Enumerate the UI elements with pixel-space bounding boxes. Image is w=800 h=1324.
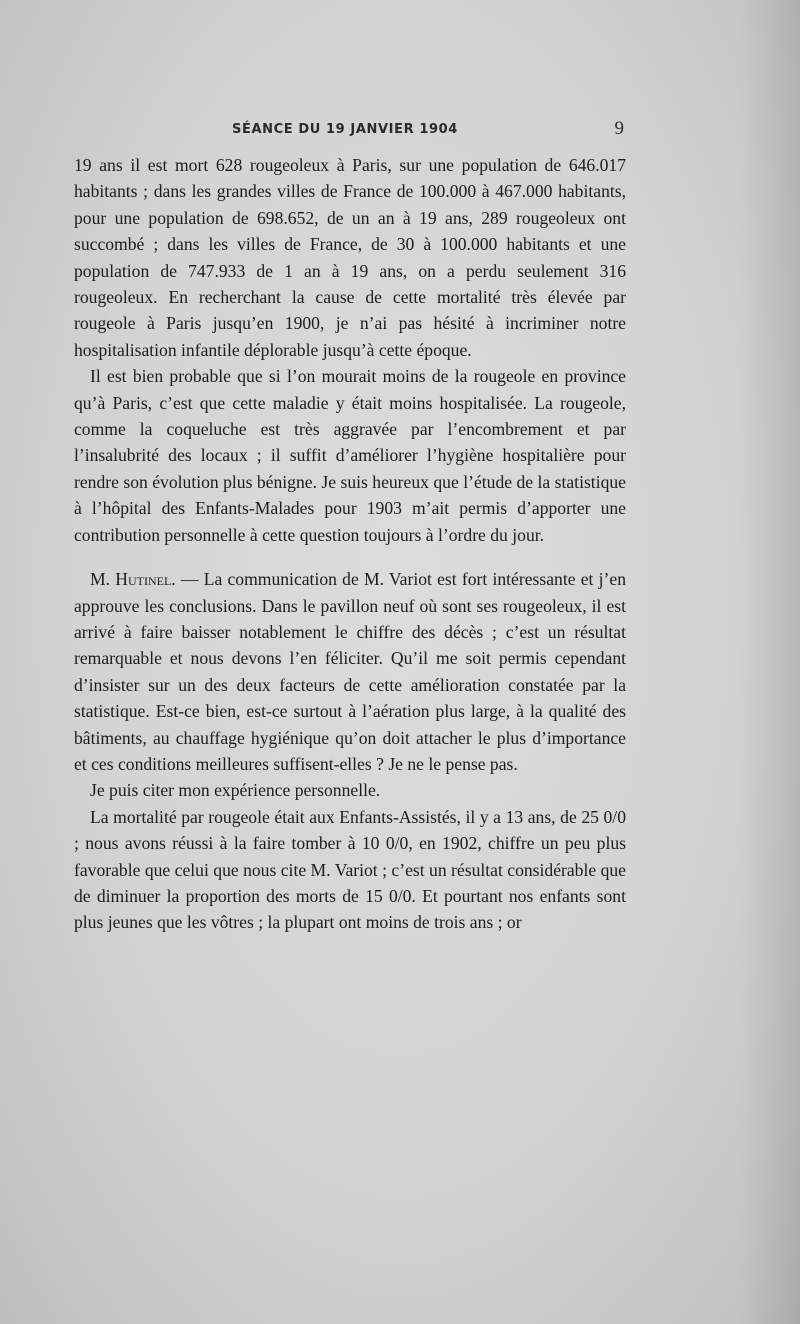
paragraph-5: La mortalité par rougeole était aux Enfants-Assistés, il y a 13 ans, de 25 0/0 ; nous avons réussi à la faire tomber à 10 0/0, en 1902, chiffre un peu plus favorable que celui que nous cite M. Variot ; c’est un résultat considérable que de diminuer la proportion des morts de 15 0/0. Et pourtant nos enfants sont plus jeunes que les vôtres ; la plupart ont moins de trois ans ; or	[74, 806, 626, 933]
paragraph-4: Je puis citer mon expérience personnelle.	[90, 780, 381, 801]
page-header	[74, 120, 626, 142]
paragraph-2: Il est bien probable que si l’on mourait moins de la rougeole en province qu’à Paris, c’est que cette maladie y était moins hospitalisée. La rougeole, comme la coqueluche est très aggravée par l’encombrement et par l’insalubrité des locaux ; il suffit d’améliorer l’hygiène hospitalière pour rendre son évolution plus bénigne. Je suis heureux que l’étude de la statistique à l’hôpital des Enfants-Malades pour 1903 m’ait permis d’apporter une contribution personnelle à cette question toujours à l’ordre du jour.	[74, 366, 626, 545]
paragraph-3-hutinel	[74, 566, 626, 777]
speaker-prefix: M.	[90, 569, 111, 590]
paragraph-3-text: — La communication de M. Variot est fort intéressante et j’en approuve les conclusions. Dans le pavillon neuf où sont ses rougeoleux, il est arrivé à faire baisser notablement le chiffre des décès ; c’est un résultat remarquable et nous devons l’en féliciter. Qu’il me soit permis cependant d’insister sur un des deux facteurs de cette amélioration constatée par la statistique. Est-ce bien, est-ce surtout à l’aération plus large, à la qualité des bâtiments, au chauffage hygiénique qu’on doit attacher le plus d’importance et ces conditions meilleures suffisent-elles ? Je ne le pense pas.	[74, 569, 626, 774]
speaker-name: Hutinel.	[115, 569, 176, 590]
paragraph-1: 19 ans il est mort 628 rougeoleux à Paris, sur une population de 646.017 habitants ; dans les grandes villes de France de 100.000 à 467.000 habitants, pour une population de 698.652, de un an à 19 ans, 289 rougeoleux ont succombé ; dans les villes de France, de 30 à 100.000 habitants et une population de 747.933 de 1 an à 19 ans, on a perdu seulement 316 rougeoleux. En recherchant la cause de cette mortalité très élevée par rougeole à Paris jusqu’en 1900, je n’ai pas hésité à incriminer notre hospitalisation infantile déplorable jusqu’à cette époque.	[74, 155, 626, 360]
body-text	[74, 152, 626, 936]
running-title: SÉANCE DU 19 JANVIER 1904	[232, 122, 458, 137]
page-edge-shadow	[740, 0, 800, 1324]
page-number: 9	[614, 118, 624, 139]
